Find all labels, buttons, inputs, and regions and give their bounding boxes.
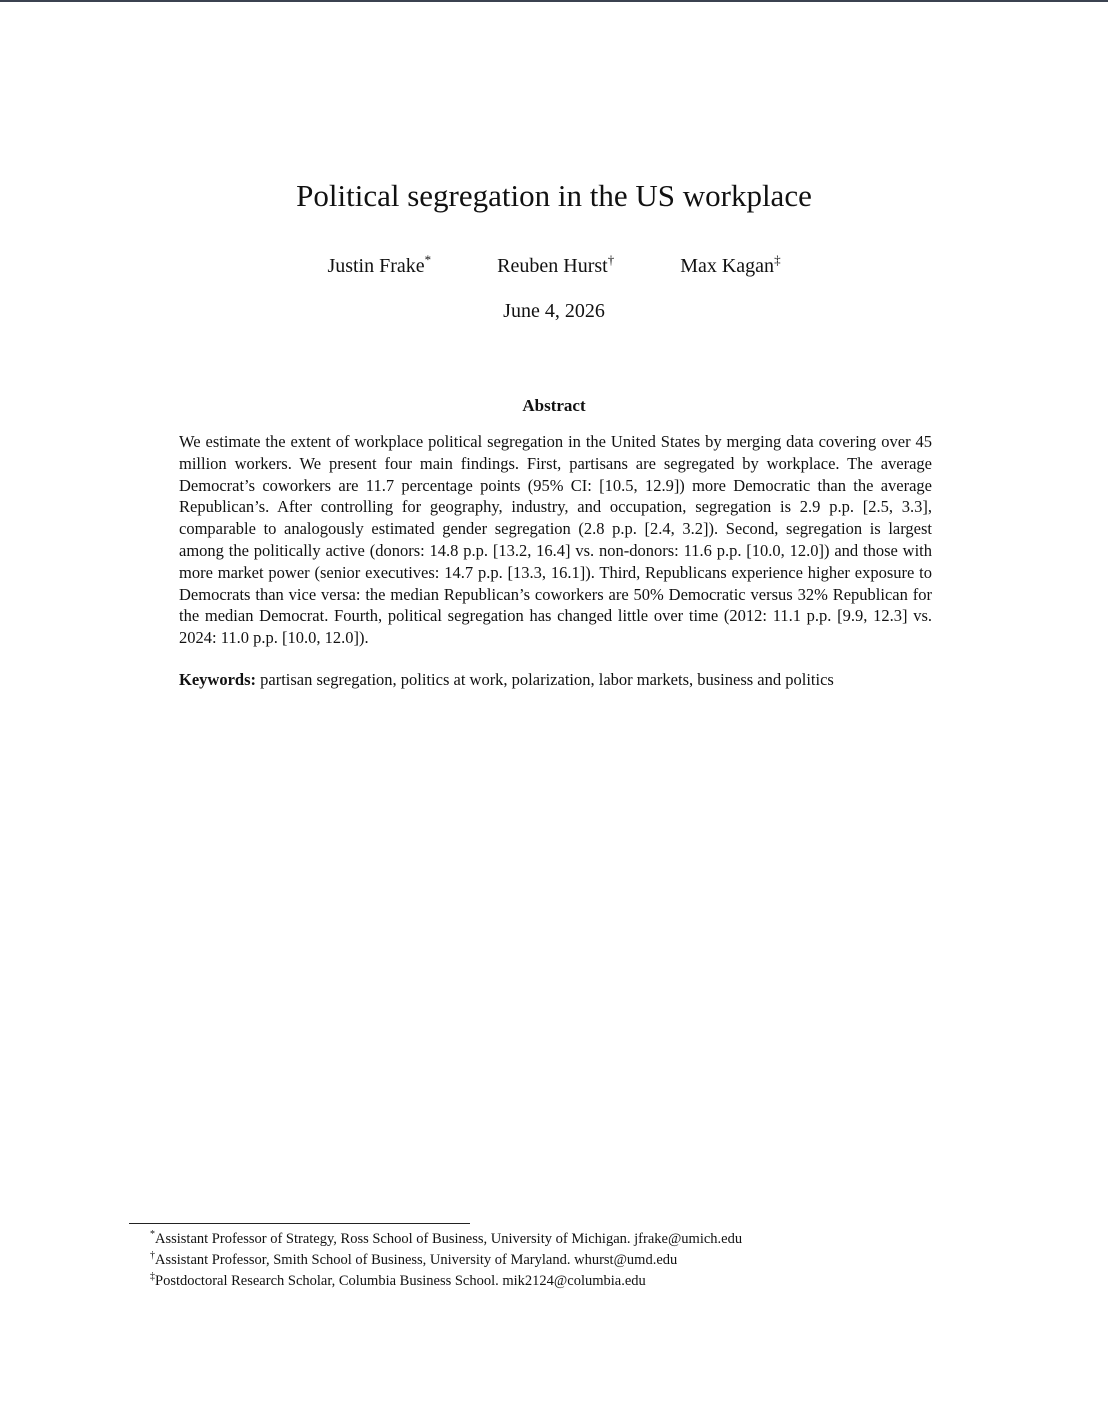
abstract-heading: Abstract bbox=[522, 396, 586, 415]
footnote-3 bbox=[150, 1271, 950, 1292]
footnote-rule bbox=[129, 1223, 470, 1224]
footnote-mark: † bbox=[150, 1250, 155, 1261]
footnote-mark: * bbox=[424, 252, 432, 267]
author-1 bbox=[327, 252, 431, 280]
paper-date: June 4, 2026 bbox=[503, 300, 605, 322]
author-name: Justin Frake bbox=[327, 255, 425, 277]
author-name: Reuben Hurst bbox=[497, 255, 608, 277]
footnote-2 bbox=[150, 1250, 950, 1271]
paper-title: Political segregation in the US workplace bbox=[296, 178, 812, 213]
footnote-mark: * bbox=[150, 1229, 155, 1240]
footnote-mark: ‡ bbox=[150, 1271, 155, 1282]
footnote-mark: † bbox=[607, 252, 615, 267]
top-border bbox=[0, 0, 1108, 2]
footnote-text: Assistant Professor, Smith School of Business, University of Maryland. whurst@umd.edu bbox=[155, 1252, 678, 1268]
footnote-mark: ‡ bbox=[774, 252, 781, 267]
footnotes bbox=[150, 1229, 950, 1292]
author-2 bbox=[497, 252, 614, 280]
keywords-text: partisan segregation, politics at work, polarization, labor markets, business and politics bbox=[260, 670, 834, 689]
author-3 bbox=[680, 252, 780, 280]
keywords-label: Keywords: bbox=[179, 670, 256, 689]
footnote-text: Assistant Professor of Strategy, Ross School of Business, University of Michigan. jfrake@umich.edu bbox=[155, 1231, 743, 1247]
keywords bbox=[179, 669, 939, 691]
abstract-text: We estimate the extent of workplace political segregation in the United States by merging data covering over 45 million workers. We present four main findings. First, partisans are segregated by workplace. The average Democrat’s coworkers are 11.7 percentage points (95% CI: [10.5, 12.9]) more Democratic than the average Republican’s. After controlling for geography, industry, and occupation, segregation is 2.9 p.p. [2.5, 3.3], comparable to analogously estimated gender segregation (2.8 p.p. [2.4, 3.2]). Second, segregation is largest among the politically active (donors: 14.8 p.p. [13.2, 16.4] vs. non-donors: 11.6 p.p. [10.0, 12.0]) and those with more market power (senior executives: 14.7 p.p. [13.3, 16.1]). Third, Republicans experience higher exposure to Democrats than vice versa: the median Republican’s coworkers are 50% Democratic versus 32% Republican for the median Democrat. Fourth, political segregation has changed little over time (2012: 11.1 p.p. [9.9, 12.3] vs. 2024: 11.0 p.p. [10.0, 12.0]). bbox=[179, 432, 932, 648]
footnote-text: Postdoctoral Research Scholar, Columbia Business School. mik2124@columbia.edu bbox=[155, 1273, 646, 1289]
author-name: Max Kagan bbox=[680, 255, 775, 277]
footnote-1 bbox=[150, 1229, 950, 1250]
author-list bbox=[0, 252, 1108, 280]
